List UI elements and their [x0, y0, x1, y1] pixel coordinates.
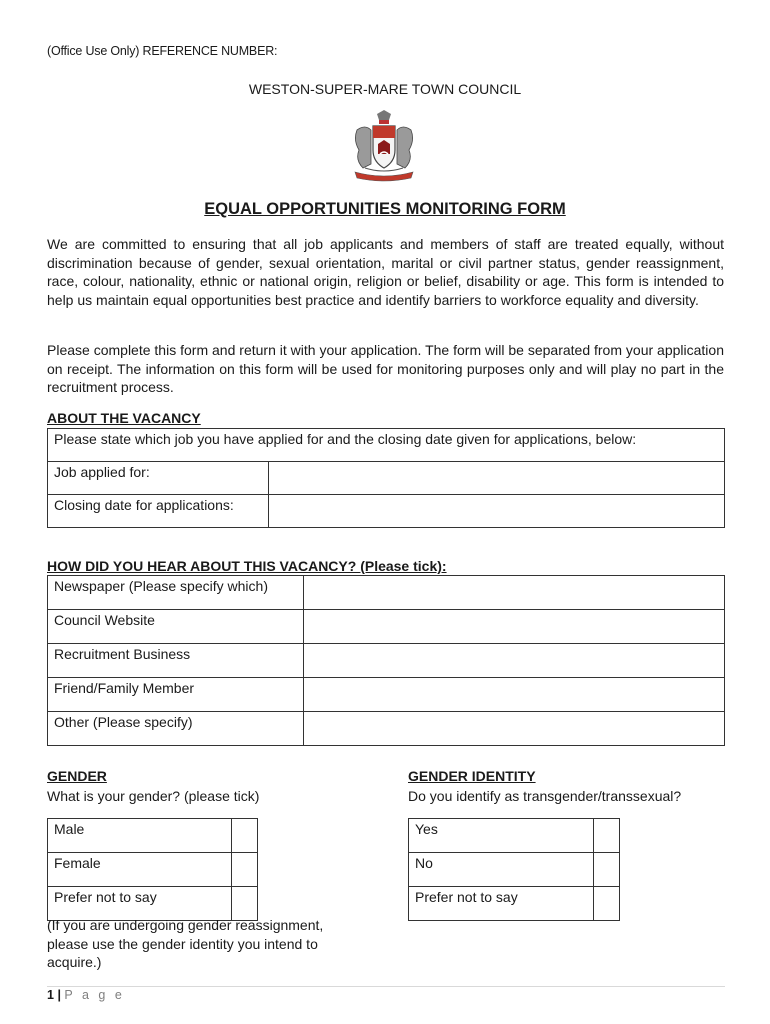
hear-option-recruitment-business: Recruitment Business	[48, 644, 304, 678]
identity-option-yes: Yes	[409, 819, 594, 853]
gender-reassignment-note: (If you are undergoing gender reassignment, please use the gender identity you intend to acquire.)	[47, 917, 324, 971]
hear-option-newspaper: Newspaper (Please specify which)	[48, 576, 304, 610]
council-name: WESTON-SUPER-MARE TOWN COUNCIL	[248, 81, 522, 97]
footer-separator: |	[57, 988, 61, 1002]
page-number: 1	[47, 988, 54, 1002]
hear-option-friend-family: Friend/Family Member	[48, 678, 304, 712]
instructions-paragraph: Please complete this form and return it with your application. The form will be separated from your application on receipt. The information on this form will be used for monitoring purposes only and will play no part in the recruitment process.	[47, 342, 724, 396]
intro-paragraph: We are committed to ensuring that all job applicants and members of staff are treated equally, without discrimination because of gender, sexual orientation, marital or civil partner status, gender reassignment, race, colour, nationality, ethnic or national origin, religion or belief, disability or age. This form is intended to help us maintain equal opportunities best practice and identify barriers to workforce equality and diversity.	[47, 236, 724, 308]
hear-tick-council-website[interactable]	[304, 610, 725, 644]
gender-identity-heading: GENDER IDENTITY	[408, 768, 536, 784]
hear-option-other: Other (Please specify)	[48, 712, 304, 746]
gender-identity-table	[408, 818, 620, 921]
vacancy-prompt: Please state which job you have applied for and the closing date given for applications, below:	[48, 429, 725, 462]
gender-tick-female[interactable]	[231, 853, 257, 887]
vacancy-table	[47, 428, 725, 528]
hear-tick-newspaper[interactable]	[304, 576, 725, 610]
identity-tick-yes[interactable]	[593, 819, 619, 853]
hear-heading: HOW DID YOU HEAR ABOUT THIS VACANCY? (Please tick):	[47, 558, 447, 574]
footer-divider	[47, 986, 725, 987]
identity-tick-prefer-not[interactable]	[593, 887, 619, 921]
page-label: P a g e	[64, 988, 125, 1002]
gender-option-prefer-not: Prefer not to say	[48, 887, 232, 921]
gender-heading: GENDER	[47, 768, 107, 784]
reference-number-label: (Office Use Only) REFERENCE NUMBER:	[47, 44, 278, 58]
job-applied-label: Job applied for:	[48, 462, 269, 495]
gender-tick-male[interactable]	[231, 819, 257, 853]
identity-tick-no[interactable]	[593, 853, 619, 887]
closing-date-field[interactable]	[269, 495, 725, 528]
gender-identity-question: Do you identify as transgender/transsexual?	[408, 788, 682, 804]
vacancy-heading: ABOUT THE VACANCY	[47, 410, 201, 426]
gender-table	[47, 818, 258, 921]
gender-option-male: Male	[48, 819, 232, 853]
gender-option-female: Female	[48, 853, 232, 887]
form-title: EQUAL OPPORTUNITIES MONITORING FORM	[204, 200, 566, 218]
page-footer	[47, 988, 125, 1002]
coat-of-arms-crest-icon	[349, 110, 419, 184]
hear-option-council-website: Council Website	[48, 610, 304, 644]
identity-option-no: No	[409, 853, 594, 887]
hear-table	[47, 575, 725, 746]
hear-tick-recruitment-business[interactable]	[304, 644, 725, 678]
gender-question: What is your gender? (please tick)	[47, 788, 260, 804]
job-applied-field[interactable]	[269, 462, 725, 495]
hear-tick-friend-family[interactable]	[304, 678, 725, 712]
hear-tick-other[interactable]	[304, 712, 725, 746]
closing-date-label: Closing date for applications:	[48, 495, 269, 528]
identity-option-prefer-not: Prefer not to say	[409, 887, 594, 921]
